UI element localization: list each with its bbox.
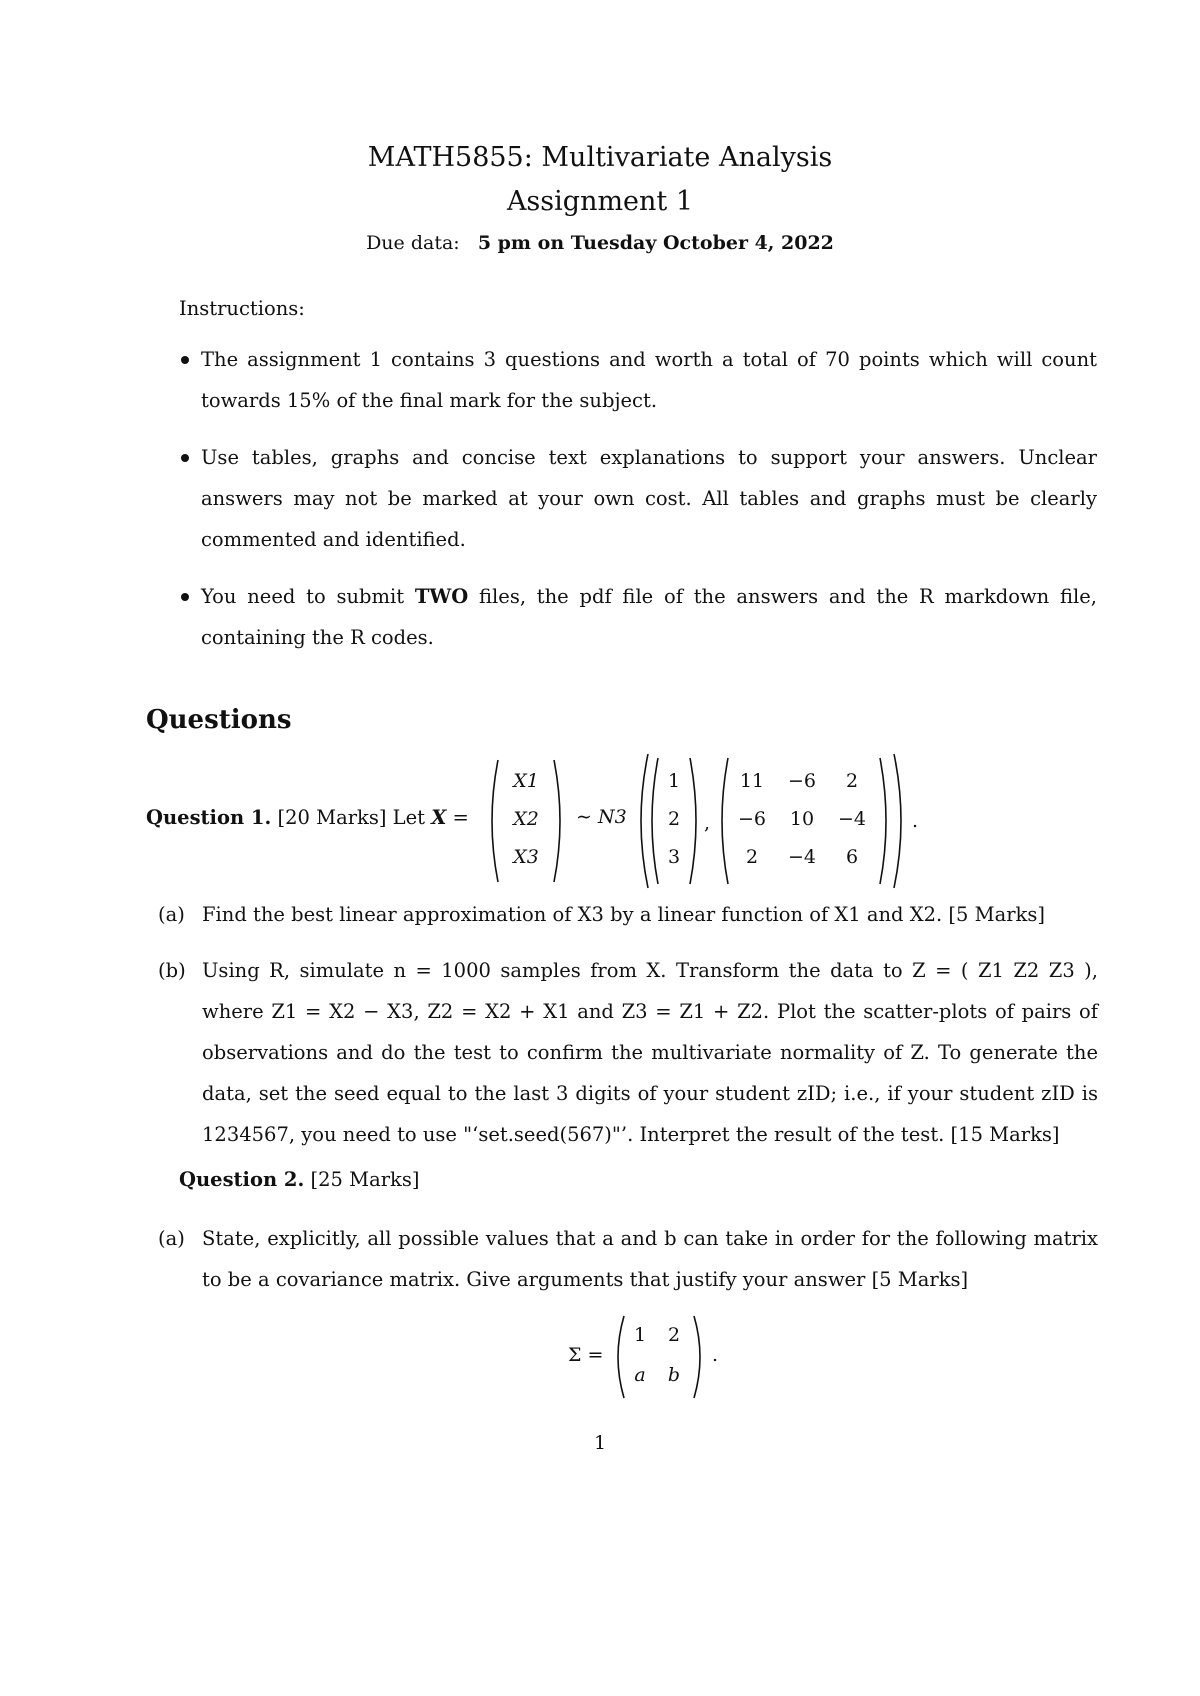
x-vector-cell: X3 [513, 846, 539, 868]
x-vector-cell: X2 [513, 808, 539, 830]
question-2-marks: [25 Marks] [310, 1168, 420, 1191]
instruction-item [179, 576, 1097, 658]
part-label: (a) [158, 1227, 185, 1250]
bullet-icon [181, 356, 189, 364]
right-paren-icon [552, 758, 566, 884]
question-2-label: Question 2. [179, 1168, 305, 1191]
sigma-lhs: Σ = [568, 1344, 604, 1366]
part-label: (b) [158, 959, 186, 982]
mean-right-paren-icon [688, 756, 702, 886]
part-text: State, explicitly, all possible values that a and b can take in order for the following matrix to be a covariance matrix. Give arguments that justify your answer [5 Marks] [202, 1227, 1098, 1291]
x-symbol: X [431, 806, 447, 829]
mean-cell: 2 [667, 808, 681, 830]
sigma-cell: a [634, 1364, 646, 1386]
bullet-icon [181, 454, 189, 462]
instruction-item [179, 437, 1097, 560]
part-label: (a) [158, 903, 185, 926]
distribution-symbol: ∼ N3 [576, 806, 627, 828]
instructions-list [179, 339, 1097, 674]
question-1-lead: Question 1. [20 Marks] Let X = [146, 806, 469, 829]
mean-left-paren-icon [646, 756, 660, 886]
instruction-item [179, 339, 1097, 421]
instruction-bold: TWO [414, 585, 469, 608]
sigma-left-paren-icon [612, 1314, 626, 1400]
cov-left-paren-icon [716, 756, 730, 886]
sigma-cell: b [667, 1364, 681, 1386]
question-1-label: Question 1. [146, 806, 272, 829]
x-vector-cell: X1 [513, 770, 539, 792]
bullet-icon [181, 593, 189, 601]
question-1-lead-word: Let [392, 806, 425, 829]
instructions-heading: Instructions: [179, 297, 305, 320]
part-text: Find the best linear approximation of X3 by a linear function of X1 and X2. [5 Marks] [202, 903, 1045, 926]
instruction-text: Use tables, graphs and concise text explanations to support your answers. Unclear answers may not be marked at your own cost. All tables and graphs must be clearly commented and identified. [201, 446, 1097, 551]
x-vector [486, 758, 566, 884]
due-date-line [0, 232, 1200, 254]
document-subtitle: Assignment 1 [506, 186, 694, 217]
cov-cell: 6 [845, 846, 859, 868]
mean-cell: 3 [667, 846, 681, 868]
instruction-text: The assignment 1 contains 3 questions and worth a total of 70 points which will count towards 15% of the final mark for the subject. [201, 348, 1097, 412]
instruction-text-b: files, the pdf file of the answers and the R markdown file, containing the R codes. [201, 585, 1097, 649]
left-paren-icon [486, 758, 500, 884]
instruction-text-a: You need to submit [201, 585, 415, 608]
sigma-cell: 2 [667, 1324, 681, 1346]
questions-heading: Questions [146, 705, 292, 735]
sigma-cell: 1 [633, 1324, 647, 1346]
part-text: Using R, simulate n = 1000 samples from X. Transform the data to Z = ( Z1 Z2 Z3 ), where Z1 = X2 − X3, Z2 = X2 + X1 and Z3 = Z1 + Z2. Plot the scatter-plots of pairs of observations and do the test to confirm the multivariate normality of Z. To generate the data, set the seed equal to the last 3 digits of your student zID; i.e., if your student zID is 1234567, you need to use "‘set.seed(567)"’. Interpret the result of the test. [15 Marks] [202, 959, 1098, 1146]
sigma-right-paren-icon [692, 1314, 706, 1400]
outer-right-paren-icon [892, 752, 908, 890]
cov-cell: −4 [787, 846, 816, 868]
question-2-lead [179, 1168, 419, 1191]
cov-cell: 2 [745, 846, 759, 868]
document-title: MATH5855: Multivariate Analysis [367, 142, 833, 173]
cov-cell: 11 [739, 770, 765, 792]
distribution-params: 1 2 3 , 11 −6 2 −6 10 −4 2 −4 6 . [634, 752, 924, 890]
cov-cell: 2 [845, 770, 859, 792]
mean-cell: 1 [667, 770, 681, 792]
page-number: 1 [593, 1432, 607, 1454]
cov-right-paren-icon [878, 756, 892, 886]
cov-cell: −4 [837, 808, 866, 830]
cov-cell: −6 [737, 808, 766, 830]
question-1-marks: [20 Marks] [277, 806, 387, 829]
due-value: 5 pm on Tuesday October 4, 2022 [477, 232, 834, 254]
cov-cell: 10 [789, 808, 815, 830]
cov-cell: −6 [787, 770, 816, 792]
sigma-equation: Σ = 1 2 a b . [568, 1314, 728, 1400]
due-label: Due data: [366, 232, 460, 254]
